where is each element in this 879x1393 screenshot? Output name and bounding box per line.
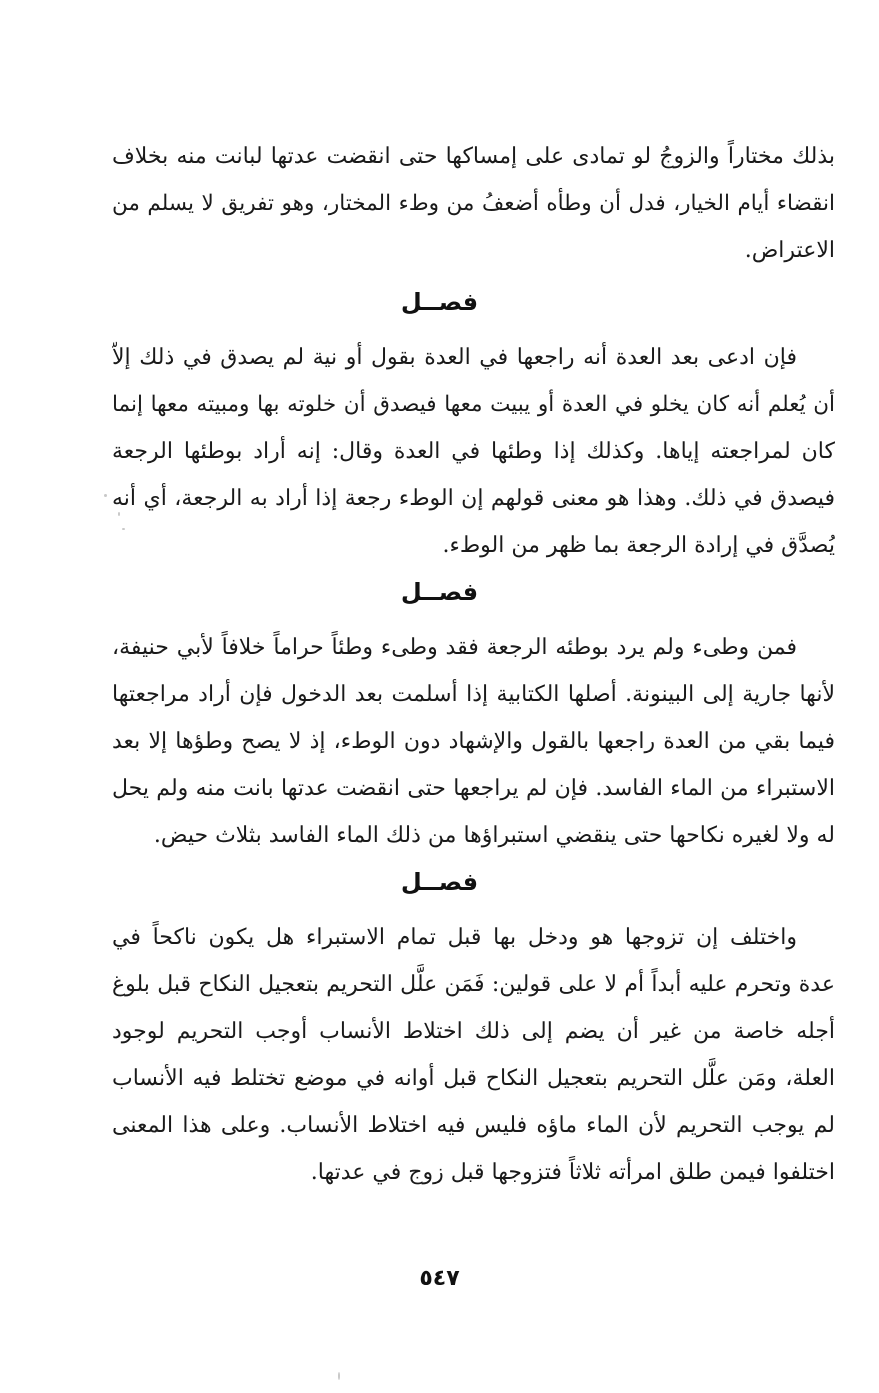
text-line: انقضاء أيام الخيار، فدل أن وطأه أضعفُ من وطء المختار، وهو تفريق لا يسلم من — [112, 191, 835, 216]
text-line: أجله خاصة من غير أن يضم إلى ذلك اختلاط الأنساب أوجب التحريم لوجود — [112, 1019, 835, 1044]
text-line: بذلك مختاراً والزوجُ لو تمادى على إمساكها حتى انقضت عدتها لبانت منه بخلاف — [112, 144, 835, 169]
text-line: العلة، ومَن علَّل التحريم بتعجيل النكاح قبل أوانه في موضع تختلط فيه الأنساب — [112, 1066, 835, 1091]
text-line: كان لمراجعته إياها. وكذلك إذا وطئها في العدة وقال: إنه أراد بوطئها الرجعة — [112, 439, 835, 464]
scan-speck — [118, 512, 120, 516]
paragraph-continuation — [112, 133, 835, 274]
section-heading: فصــل — [400, 868, 479, 896]
text-line: لم يوجب التحريم لأن الماء ماؤه فليس فيه اختلاط الأنساب. وعلى هذا المعنى — [112, 1113, 835, 1138]
paragraph-section-1 — [112, 334, 835, 569]
text-line: فإن ادعى بعد العدة أنه راجعها في العدة بقول أو نية لم يصدق في ذلك إلاّ — [112, 345, 797, 370]
section-heading: فصــل — [400, 578, 479, 606]
text-line: فيصدق في ذلك. وهذا هو معنى قولهم إن الوطء رجعة إذا أراد به الرجعة، أي أنه — [112, 486, 835, 511]
section-heading: فصــل — [400, 288, 479, 316]
text-line: لأنها جارية إلى البينونة. أصلها الكتابية إذا أسلمت بعد الدخول فإن أراد مراجعتها — [112, 682, 835, 707]
text-line: يُصدَّق في إرادة الرجعة بما ظهر من الوطء. — [442, 533, 835, 558]
paragraph-section-3 — [112, 914, 835, 1196]
text-line: الاستبراء من الماء الفاسد. فإن لم يراجعها حتى انقضت عدتها بانت منه ولم يحل — [112, 776, 835, 801]
page-number: ٥٤٧ — [419, 1266, 460, 1291]
text-line: اختلفوا فيمن طلق امرأته ثلاثاً فتزوجها قبل زوج في عدتها. — [310, 1160, 835, 1185]
text-line: له ولا لغيره نكاحها حتى ينقضي استبراؤها من ذلك الماء الفاسد بثلاث حيض. — [153, 823, 835, 848]
text-line: الاعتراض. — [744, 238, 835, 263]
text-line: أن يُعلم أنه كان يخلو في العدة أو يبيت معها فيصدق أن خلوته بها ومبيته معها إنما — [112, 392, 835, 417]
text-line: واختلف إن تزوجها هو ودخل بها قبل تمام الاستبراء هل يكون ناكحاً في — [112, 925, 797, 950]
text-line: عدة وتحرم عليه أبداً أم لا على قولين: فَمَن علَّل التحريم بتعجيل النكاح قبل بلوغ — [112, 972, 835, 997]
scan-speck — [122, 528, 125, 530]
paragraph-section-2 — [112, 624, 835, 859]
text-line: فيما بقي من العدة راجعها بالقول والإشهاد دون الوطء، إذ لا يصح وطؤها إلا بعد — [112, 729, 835, 754]
text-line: فمن وطىء ولم يرد بوطئه الرجعة فقد وطىء وطئاً حراماً خلافاً لأبي حنيفة، — [112, 635, 797, 660]
scan-speck — [104, 494, 107, 497]
scan-speck — [338, 1372, 340, 1380]
